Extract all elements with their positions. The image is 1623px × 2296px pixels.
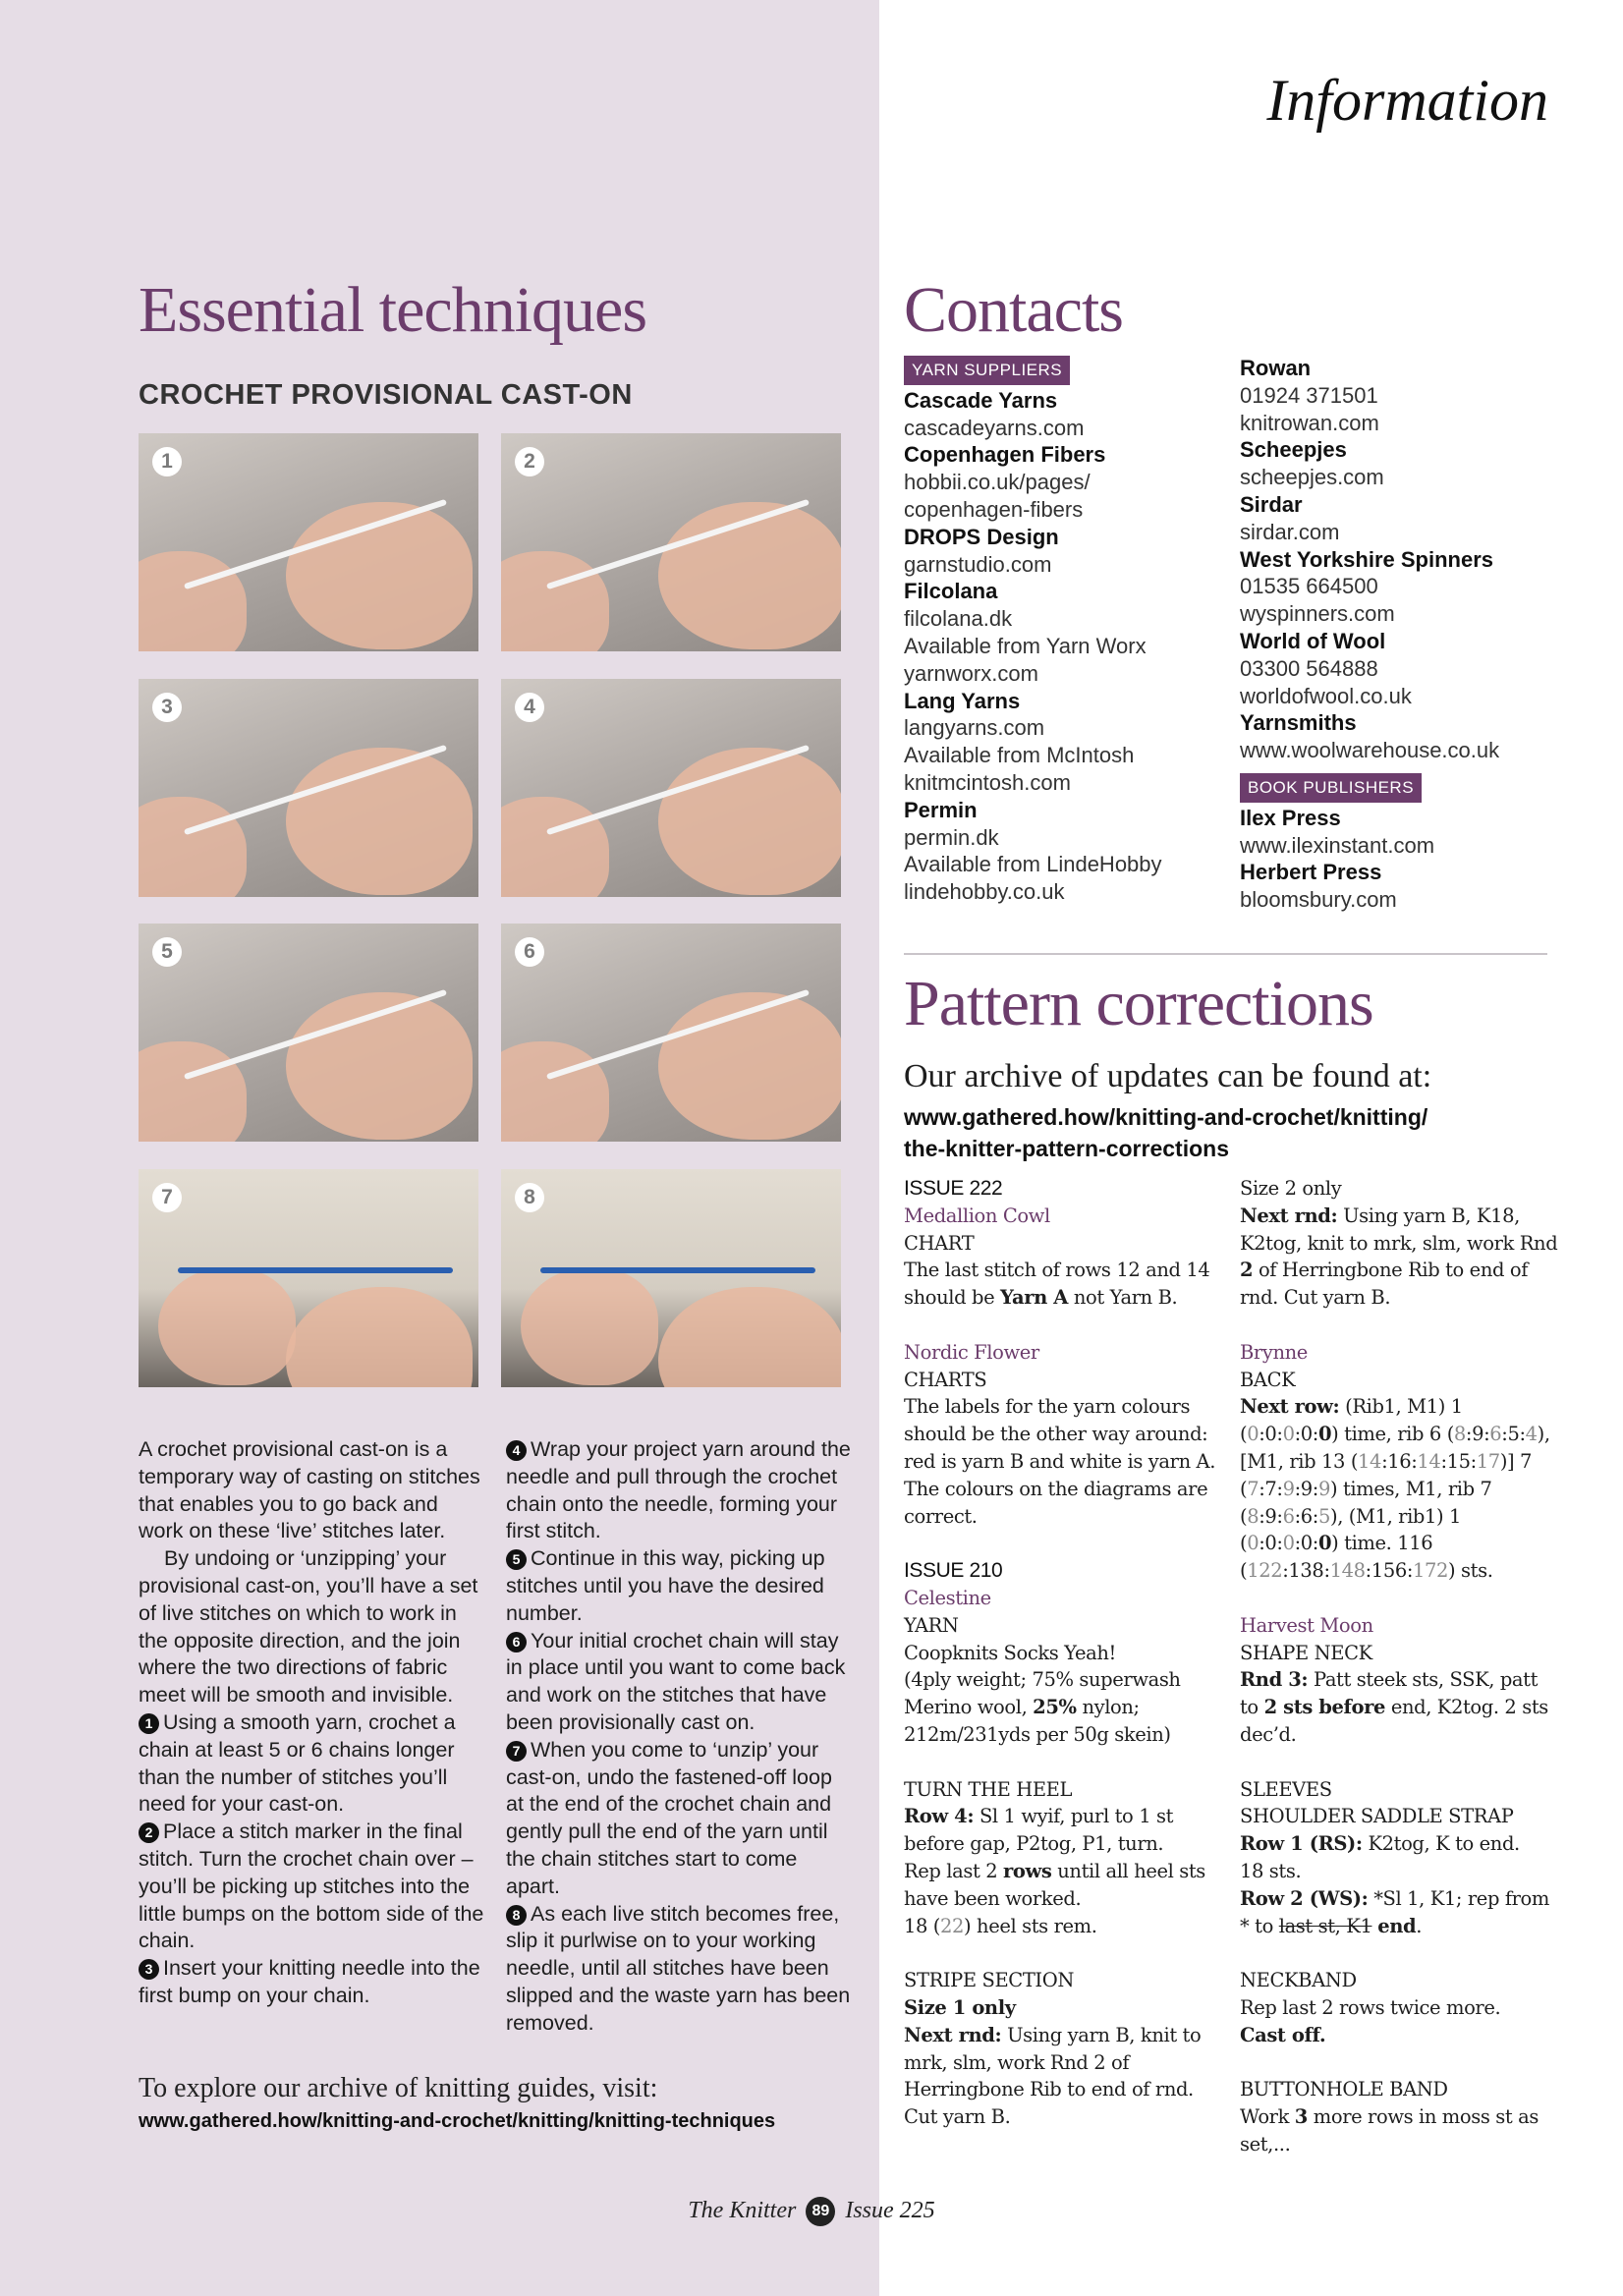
contacts-column-2 [1240,355,1564,914]
contact-name: Scheepjes [1240,437,1347,463]
contact-name: Sirdar [1240,491,1303,517]
hand-shape [139,551,247,651]
hand-shape [501,551,609,651]
step-number-icon: 1 [139,1713,159,1734]
contact-detail[interactable]: yarnworx.com [904,660,1038,686]
step-number-badge: 5 [152,937,182,967]
contact-detail: Available from McIntosh [904,743,1135,768]
hand-shape [139,1041,247,1142]
technique-paragraph: 1 Using a smooth yarn, crochet a chain at least 5 or 6 chains longer than the number of stitches you’ll need for your cast-on. [139,1709,456,1817]
explore-text: To explore our archive of knitting guides, visit: [139,2073,658,2103]
step-number-badge: 3 [152,693,182,722]
hand-shape [658,502,841,649]
step-photo-3 [139,679,478,897]
step-photo-2 [501,433,841,651]
techniques-title: Essential techniques [139,274,647,346]
contact-detail: 03300 564888 [1240,655,1378,681]
contact-name: DROPS Design [904,524,1059,549]
technique-paragraph: 7 When you come to ‘unzip’ your cast-on, undo the fastened-off loop at the end of the crochet chain and gently pull the end of the yarn until the chain stitches start to come apart. [506,1737,832,1898]
step-photo-7 [139,1169,478,1387]
step-number-badge: 7 [152,1183,182,1212]
contact-detail[interactable]: knitmcintosh.com [904,769,1071,795]
contact-name: Rowan [1240,356,1312,380]
contact-detail[interactable]: knitrowan.com [1240,410,1379,435]
contact-detail[interactable]: www.woolwarehouse.co.uk [1240,738,1500,763]
page-footer [0,2197,1623,2226]
step-number-icon: 7 [506,1741,527,1762]
step-number-badge: 6 [515,937,544,967]
technique-paragraph: 3 Insert your knitting needle into the first bump on your chain. [139,1956,480,2007]
contact-detail[interactable]: worldofwool.co.uk [1240,683,1412,708]
corrections-link[interactable] [904,1101,1427,1164]
footer-issue: Issue 225 [845,2198,935,2223]
yarn-strand [178,1267,453,1273]
techniques-subtitle: CROCHET PROVISIONAL CAST-ON [139,379,633,411]
contact-detail[interactable]: langyarns.com [904,715,1045,741]
hand-shape [158,1267,296,1385]
step-number-icon: 6 [506,1632,527,1652]
yarn-suppliers-tag: YARN SUPPLIERS [904,356,1070,385]
contact-detail[interactable]: scheepjes.com [1240,465,1384,490]
step-photo-1 [139,433,478,651]
hand-shape [521,1267,658,1385]
contact-detail[interactable]: cascadeyarns.com [904,415,1085,440]
hand-shape [501,797,609,897]
technique-paragraph: A crochet provisional cast-on is a temporary way of casting on stitches that enables you to go back and work on these ‘live’ stitches later. [139,1437,480,1543]
step-number-icon: 4 [506,1440,527,1461]
step-number-badge: 4 [515,693,544,722]
contact-name: Ilex Press [1240,805,1341,830]
contact-detail[interactable]: filcolana.dk [904,606,1013,632]
corrections-title: Pattern corrections [904,968,1373,1039]
step-photo-6 [501,924,841,1142]
hand-shape [501,1041,609,1142]
corrections-column-2: Size 2 only Next rnd: Using yarn B, K18, K2tog, knit to mrk, slm, work Rnd 2 of Herringbone Rib to end of rnd. Cut yarn B. Brynne BACK Next row: (Rib1, M1) 1 (0:0:0:0:0) time, rib 6 (8:9:6:5:4), [M1, rib 13 (14:16:14:15:17)] 7 (7:7:9:9:9) times, M1, rib 7 (8:9:6:6:5), (M1, rib1) 1 (0:0:0:0:0) time. 116 (122:138:148:156:172) sts. Harvest Moon SHAPE NECK Rnd 3: Patt steek sts, SSK, patt to 2 sts before end, K2tog. 2 sts dec’d. SLEEVES SHOULDER SADDLE STRAP Row 1 (RS): K2tog, K to end. 18 sts. Row 2 (WS): *Sl 1, K1; rep from * to last st, K1 end. NECKBAND Rep last 2 rows twice more. Cast off. BUTTONHOLE BAND Work 3 more rows in moss st as set,... [1240,1177,1558,2156]
book-publishers-tag: BOOK PUBLISHERS [1240,773,1422,803]
section-divider [904,953,1547,955]
technique-paragraph: 2 Place a stitch marker in the final stitch. Turn the crochet chain over – you’ll be picking up stitches into the little bumps on the bottom side of the chain. [139,1820,484,1953]
step-number-badge: 2 [515,447,544,476]
step-number-icon: 2 [139,1822,159,1843]
contact-detail[interactable]: lindehobby.co.uk [904,879,1065,905]
contact-name: Herbert Press [1240,860,1382,885]
corrections-column-1: ISSUE 222 Medallion Cowl CHART The last stitch of rows 12 and 14 should be Yarn A not Yarn B. Nordic Flower CHARTS The labels for the yarn colours should be the other way around: red is yarn B and white is yarn A. The colours on the diagrams are correct. ISSUE 210 Celestine YARN Coopknits Socks Yeah! (4ply weight; 75% superwash Merino wool, 25% nylon; 212m/231yds per 50g skein) TURN THE HEEL Row 4: Sl 1 wyif, purl to 1 st before gap, P2tog, P1, turn. Rep last 2 rows until all heel sts have been worked. 18 (22) heel sts rem. STRIPE SECTION Size 1 only Next rnd: Using yarn B, knit to mrk, slm, work Rnd 2 of Herringbone Rib to end of rnd. Cut yarn B. [904,1177,1216,2129]
contact-name: Lang Yarns [904,688,1021,713]
contact-detail: 01535 664500 [1240,574,1378,599]
contact-detail[interactable]: garnstudio.com [904,551,1052,577]
contact-name: Yarnsmiths [1240,710,1357,736]
technique-paragraph: 6 Your initial crochet chain will stay in place until you want to come back and work on the stitches that have been provisionally cast on. [506,1628,846,1734]
contact-detail: copenhagen-fibers [904,496,1084,522]
contacts-title: Contacts [904,274,1123,346]
contact-detail[interactable]: wyspinners.com [1240,601,1395,627]
contact-name: Filcolana [904,579,998,604]
hand-shape [139,797,247,897]
step-photo-8 [501,1169,841,1387]
step-number-icon: 8 [506,1905,527,1926]
corrections-intro: Our archive of updates can be found at: [904,1058,1432,1094]
technique-paragraph: 8 As each live stitch becomes free, slip it purlwise on to your working needle, until all stitches have been slipped and the waste yarn has been removed. [506,1901,851,2035]
techniques-column-2 [506,1436,855,2038]
contact-detail[interactable]: www.ilexinstant.com [1240,832,1435,858]
step-photo-4 [501,679,841,897]
contact-name: West Yorkshire Spinners [1240,546,1493,572]
techniques-column-1 [139,1436,487,2010]
contact-detail[interactable]: permin.dk [904,824,999,850]
contact-name: World of Wool [1240,628,1386,653]
step-number-badge: 1 [152,447,182,476]
section-banner: Information [1266,68,1548,133]
corrections-url-line-1: www.gathered.how/knitting-and-crochet/knitting/ [904,1104,1428,1130]
technique-paragraph: By undoing or ‘unzipping’ your provisional cast-on, you’ll have a set of live stitches on which to work in the opposite direction, and the join where the two directions of fabric meet will be smooth and invisible. [139,1546,478,1708]
technique-paragraph: 4 Wrap your project yarn around the needle and pull through the crochet chain onto the needle, forming your first stitch. [506,1437,851,1543]
contact-detail[interactable]: hobbii.co.uk/pages/ [904,470,1091,495]
page-number: 89 [806,2197,835,2226]
contact-detail[interactable]: sirdar.com [1240,519,1340,544]
step-number-badge: 8 [515,1183,544,1212]
explore-link[interactable]: www.gathered.how/knitting-and-crochet/knitting/knitting-techniques [139,2110,776,2132]
contact-detail: Available from LindeHobby [904,852,1162,877]
contact-detail[interactable]: bloomsbury.com [1240,887,1397,913]
yarn-strand [540,1267,815,1273]
footer-magazine: The Knitter [688,2198,797,2223]
contact-detail: Available from Yarn Worx [904,633,1147,658]
step-number-icon: 3 [139,1959,159,1980]
corrections-url-line-2: the-knitter-pattern-corrections [904,1136,1229,1161]
contact-detail: 01924 371501 [1240,382,1378,408]
hand-shape [658,992,841,1140]
step-photo-5 [139,924,478,1142]
technique-paragraph: 5 Continue in this way, picking up stitches until you have the desired number. [506,1546,825,1625]
contact-name: Copenhagen Fibers [904,442,1106,468]
hand-shape [286,1287,473,1387]
contacts-column-1 [904,355,1228,906]
hand-shape [658,748,841,895]
contact-name: Permin [904,797,978,822]
step-number-icon: 5 [506,1549,527,1570]
hand-shape [658,1287,841,1387]
contact-name: Cascade Yarns [904,387,1058,413]
